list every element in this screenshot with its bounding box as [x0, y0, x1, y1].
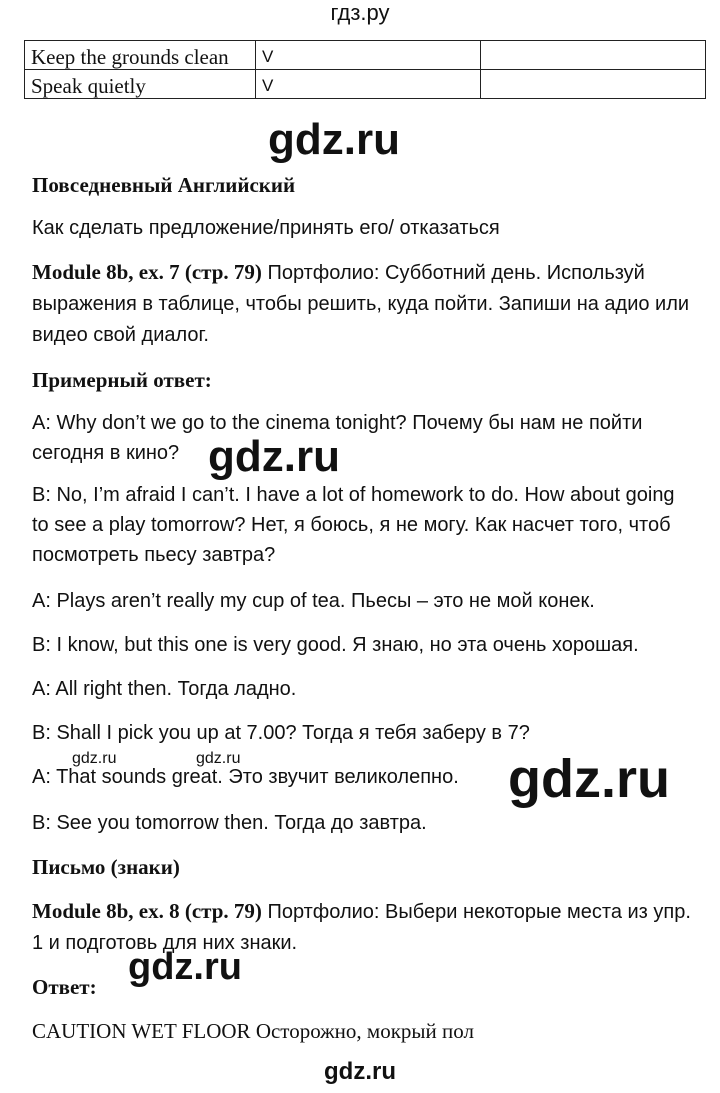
- note-cell: [481, 70, 706, 99]
- dialogue-en: B: See you tomorrow then.: [32, 812, 269, 834]
- rule-cell: Speak quietly: [25, 70, 256, 99]
- task-7: [32, 257, 696, 350]
- dialogue-line: [32, 630, 696, 660]
- watermark-small: gdz.ru: [196, 750, 241, 767]
- section-subtitle: Как сделать предложение/принять его/ отказаться: [32, 217, 500, 239]
- dialogue-ru: Это звучит великолепно.: [222, 766, 459, 788]
- answer-heading: Ответ:: [32, 975, 97, 999]
- answer-text: [32, 1016, 696, 1046]
- watermark: gdz.ru: [268, 115, 400, 164]
- dialogue-en: B: I know, but this one is very good.: [32, 634, 347, 656]
- rule-cell: Keep the grounds clean: [25, 41, 256, 70]
- watermark: gdz.ru: [128, 946, 242, 988]
- mark-cell: V: [256, 41, 481, 70]
- dialogue-ru: Тогда ладно.: [172, 678, 297, 700]
- watermark: gdz.ru: [508, 749, 670, 809]
- mark-cell: V: [256, 70, 481, 99]
- task-ref: Module 8b, ex. 7 (стр. 79): [32, 260, 262, 284]
- dialogue-en: B: No, I’m afraid I can’t. I have a lot of homework to do. How about going to see a play tomorrow?: [32, 484, 675, 536]
- section-heading-everyday: Повседневный Английский: [32, 173, 296, 197]
- watermark: gdz.ru: [208, 432, 340, 481]
- dialogue-line: [32, 586, 696, 616]
- dialogue-line: [32, 674, 696, 704]
- site-footer: gdz.ru: [324, 1058, 396, 1085]
- dialogue-ru: Пьесы – это не мой конек.: [345, 590, 595, 612]
- task-text: Портфолио: Субботний день. Используй выражения в таблице, чтобы решить, куда пойти. Запиши на адио или видео свой диалог.: [32, 262, 690, 346]
- dialogue-en: A: All right then.: [32, 678, 173, 700]
- table-row: [25, 41, 706, 70]
- task-text: Портфолио: Выбери некоторые места из упр. 1 и подготовь для них знаки.: [32, 901, 691, 954]
- sample-answer-heading: Примерный ответ:: [32, 368, 212, 392]
- dialogue-line: [32, 408, 696, 468]
- dialogue-ru: Почему бы нам не пойти сегодня в кино?: [32, 412, 643, 464]
- answer-ru: Осторожно, мокрый пол: [250, 1019, 474, 1043]
- dialogue-en: A: Why don’t we go to the cinema tonight?: [32, 412, 407, 434]
- rules-table: [24, 40, 706, 99]
- dialogue-en: A: Plays aren’t really my cup of tea.: [32, 590, 346, 612]
- answer-en: CAUTION WET FLOOR: [32, 1019, 251, 1043]
- section-heading-writing: Письмо (знаки): [32, 855, 180, 879]
- dialogue-line: [32, 480, 696, 570]
- dialogue-ru: Нет, я боюсь, я не могу. Как насчет того, чтоб посмотреть пьесу завтра?: [32, 514, 671, 566]
- watermark-small: gdz.ru: [72, 750, 117, 767]
- dialogue-line: [32, 808, 696, 838]
- dialogue-line: [32, 718, 696, 748]
- table-row: [25, 70, 706, 99]
- note-cell: [481, 41, 706, 70]
- dialogue-en: A: That sounds great.: [32, 766, 223, 788]
- dialogue-ru: Тогда до завтра.: [268, 812, 427, 834]
- task-ref: Module 8b, ex. 8 (стр. 79): [32, 899, 262, 923]
- dialogue-ru: Я знаю, но эта очень хорошая.: [346, 634, 639, 656]
- dialogue-ru: Тогда я тебя заберу в 7?: [296, 722, 530, 744]
- site-header: гдз.ру: [330, 0, 390, 25]
- dialogue-en: B: Shall I pick you up at 7.00?: [32, 722, 297, 744]
